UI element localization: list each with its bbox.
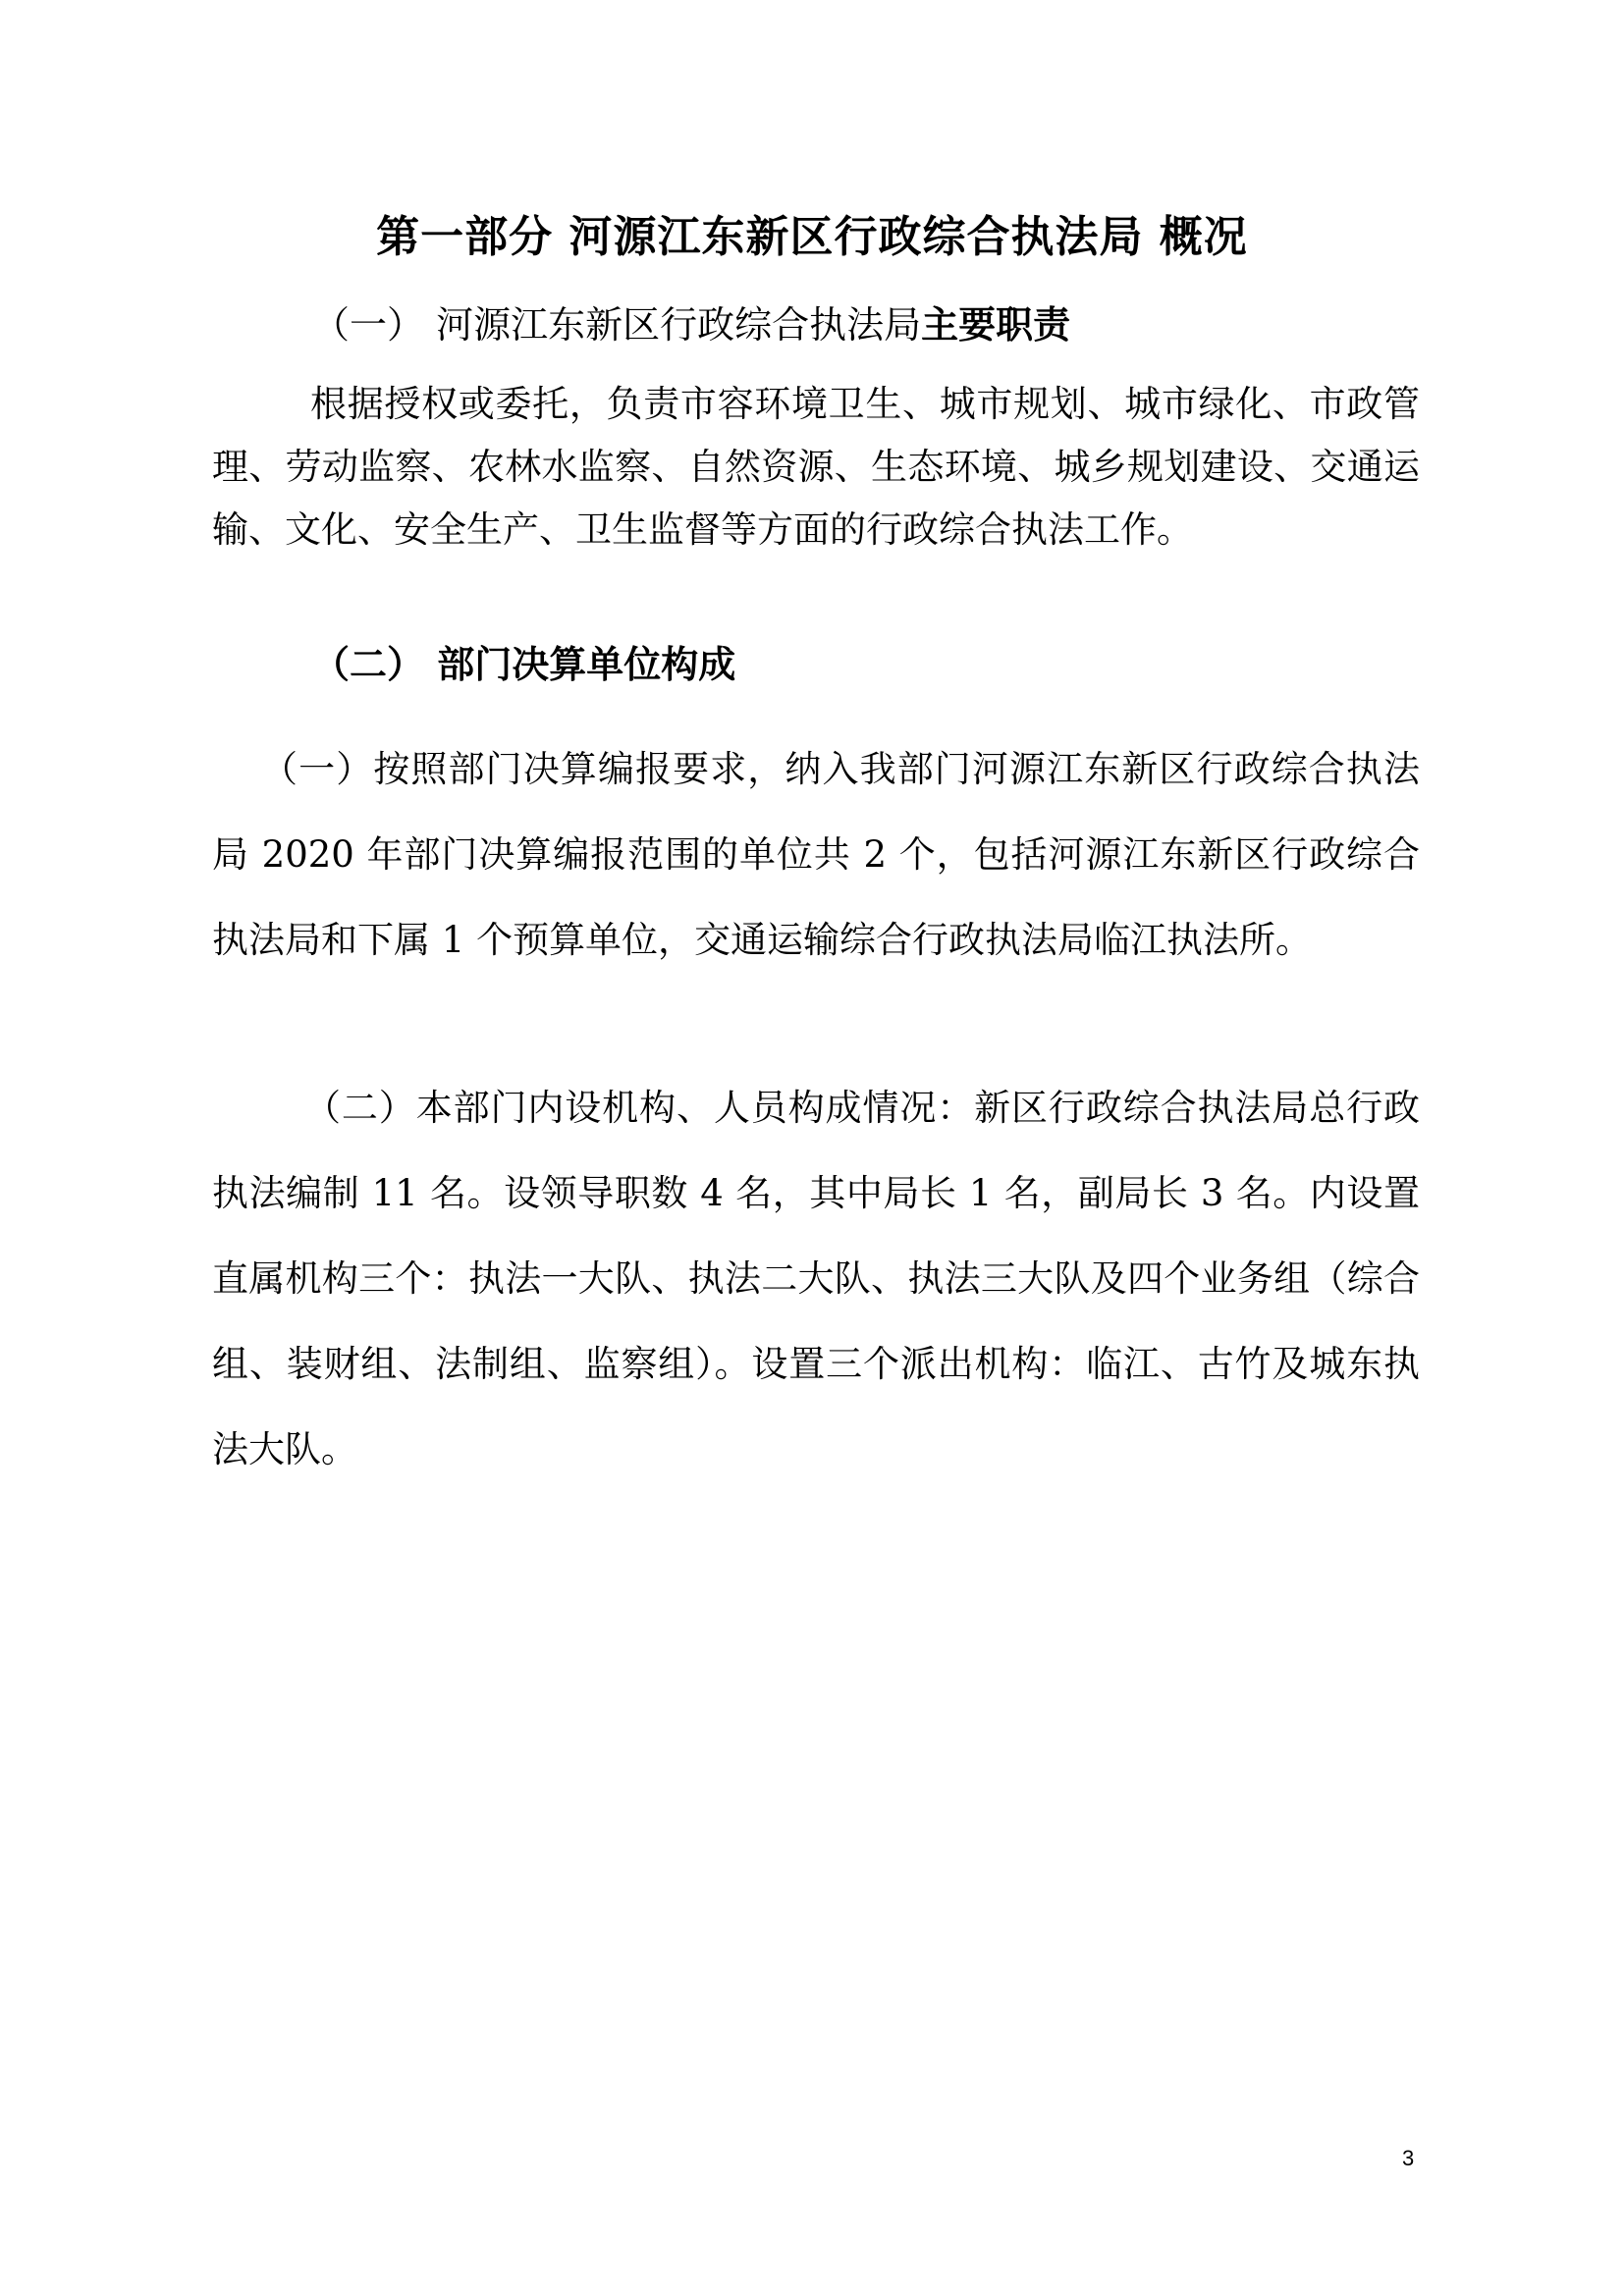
staff-composition-paragraph: （二）本部门内设机构、人员构成情况：新区行政综合执法局总行政执法编制 11 名。设领导职数 4 名，其中局长 1 名，副局长 3 名。内设置直属机构三个：执法一大队、执法二大队、执法三大队及四个业务组（综合组、装财组、法制组、监察组）。设置三个派出机构：临江、古竹及城东执法大队。 <box>212 1087 1420 1470</box>
page-number: 3 <box>1402 2146 1415 2170</box>
page-title: 第一部分 河源江东新区行政综合执法局 概况 <box>376 212 1248 262</box>
unit-composition-paragraph: （一）按照部门决算编报要求，纳入我部门河源江东新区行政综合执法局 2020 年部门决算编报范围的单位共 2 个，包括河源江东新区行政综合执法局和下属 1 个预算单位，交通运输综合行政执法局临江执法所。 <box>212 748 1420 961</box>
heading-agency-name: 河源江东新区行政综合执法局 <box>436 303 922 347</box>
duties-paragraph: 根据授权或委托，负责市容环境卫生、城市规划、城市绿化、市政管理、劳动监察、农林水监察、自然资源、生态环境、城乡规划建设、交通运输、文化、安全生产、卫生监督等方面的行政综合执法工作。 <box>212 383 1420 551</box>
section-heading-unit-composition: （二） 部门决算单位构成 <box>312 643 736 686</box>
section-number: （一） <box>312 303 425 347</box>
heading-main-duties: 主要职责 <box>921 303 1071 347</box>
section-heading-main-duties <box>312 300 1070 349</box>
